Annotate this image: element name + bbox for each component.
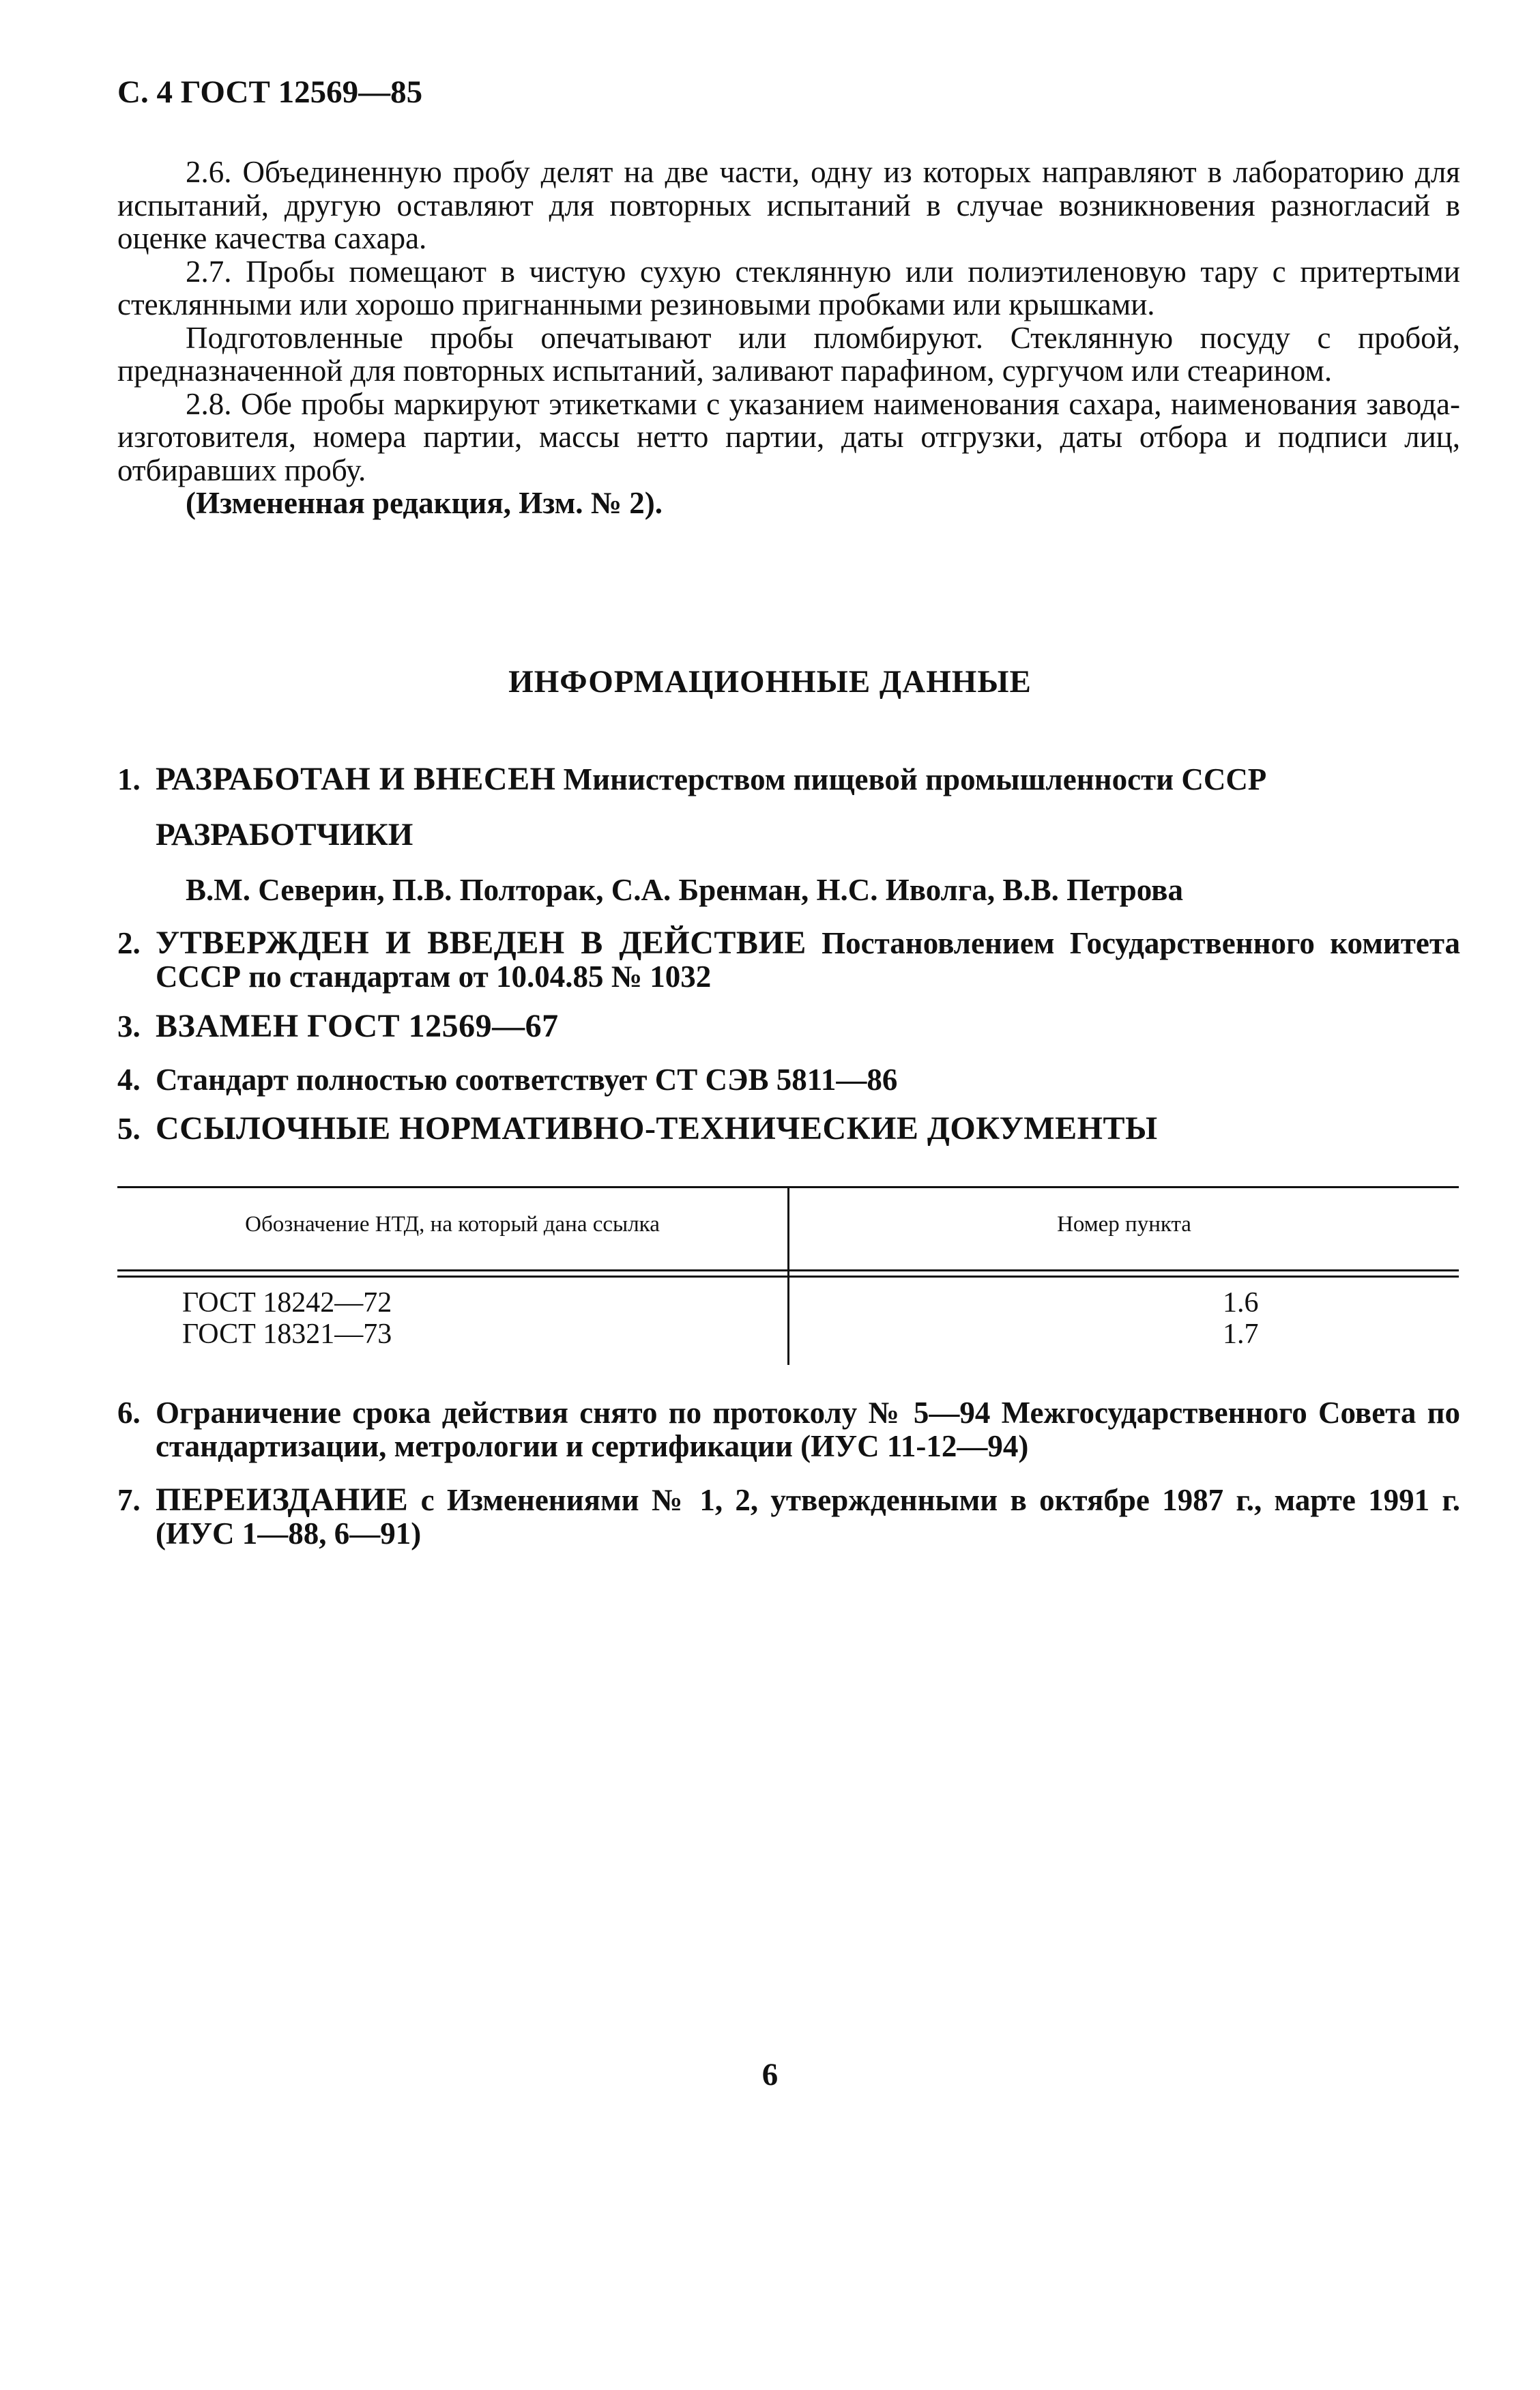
table-header-designation: Обозначение НТД, на который дана ссылка — [245, 1212, 660, 1237]
item-number: 4. — [117, 1063, 141, 1097]
item-text: Постановлением Государственного комитета СССР по стандартам от 10.04.85 № 1032 — [156, 926, 1461, 994]
table-cell-doc: ГОСТ 18321—73 — [182, 1319, 392, 1350]
table-cell-clause: 1.6 — [1223, 1287, 1259, 1319]
table-header-clause: Номер пункта — [1057, 1212, 1191, 1237]
item-number: 3. — [117, 1009, 141, 1043]
item-caps: ВЗАМЕН ГОСТ 12569—67 — [156, 1008, 559, 1044]
item-text: с Изменениями № 1, 2, утвержденными в октябре 1987 г., марте 1991 г. (ИУС 1—88, 6—91) — [156, 1483, 1461, 1551]
amendment-note: (Измененная редакция, Изм. № 2). — [186, 486, 663, 520]
paragraph-2-8: 2.8. Обе пробы маркируют этикетками с указанием наименования сахара, наименования завода-изготовителя, номера партии, массы нетто партии, даты отгрузки, даты отбора и подписи лиц, отбиравших пробу. — [117, 386, 1460, 487]
table-cell-clause: 1.7 — [1223, 1319, 1259, 1350]
item-text: Ограничение срока действия снято по протоколу № 5—94 Межгосударственного Совета по стандартизации, метрологии и сертификации (ИУС 11-12—94) — [156, 1396, 1460, 1463]
developers-names: В.М. Северин, П.В. Полторак, С.А. Бренман, Н.С. Иволга, В.В. Петрова — [186, 873, 1183, 907]
developers-label: РАЗРАБОТЧИКИ — [156, 817, 413, 852]
references-table — [117, 1186, 1459, 1365]
item-number: 6. — [117, 1396, 141, 1430]
info-section-title: ИНФОРМАЦИОННЫЕ ДАННЫЕ — [508, 664, 1032, 700]
item-number: 2. — [117, 926, 141, 960]
page-header: С. 4 ГОСТ 12569—85 — [117, 74, 423, 110]
item-caps: УТВЕРЖДЕН И ВВЕДЕН В ДЕЙСТВИЕ — [156, 925, 807, 961]
paragraph-2-7: 2.7. Пробы помещают в чистую сухую стеклянную или полиэтиленовую тару с притертыми стеклянными или хорошо пригнанными резиновыми пробками или крышками. — [117, 254, 1460, 321]
page-number: 6 — [761, 2057, 779, 2092]
item-caps: ССЫЛОЧНЫЕ НОРМАТИВНО-ТЕХНИЧЕСКИЕ ДОКУМЕНТЫ — [156, 1110, 1158, 1147]
item-text: Стандарт полностью соответствует СТ СЭВ 5811—86 — [156, 1063, 898, 1097]
item-number: 7. — [117, 1483, 141, 1517]
paragraph-2-6: 2.6. Объединенную пробу делят на две части, одну из которых направляют в лабораторию для испытаний, другую оставляют для повторных испытаний в случае возникновения разногласий в оценке качества сахара. — [117, 155, 1460, 255]
item-number: 1. — [117, 762, 141, 796]
body-text — [117, 156, 1460, 520]
table-cell-doc: ГОСТ 18242—72 — [182, 1287, 392, 1319]
item-caps: РАЗРАБОТАН И ВНЕСЕН — [156, 761, 556, 797]
item-number: 5. — [117, 1112, 141, 1146]
item-text: Министерством пищевой промышленности СССР — [563, 762, 1267, 796]
item-caps: ПЕРЕИЗДАНИЕ — [156, 1482, 409, 1518]
paragraph-sealing: Подготовленные пробы опечатывают или пломбируют. Стеклянную посуду с пробой, предназначенной для повторных испытаний, заливают парафином, сургучом или стеарином. — [117, 320, 1460, 388]
